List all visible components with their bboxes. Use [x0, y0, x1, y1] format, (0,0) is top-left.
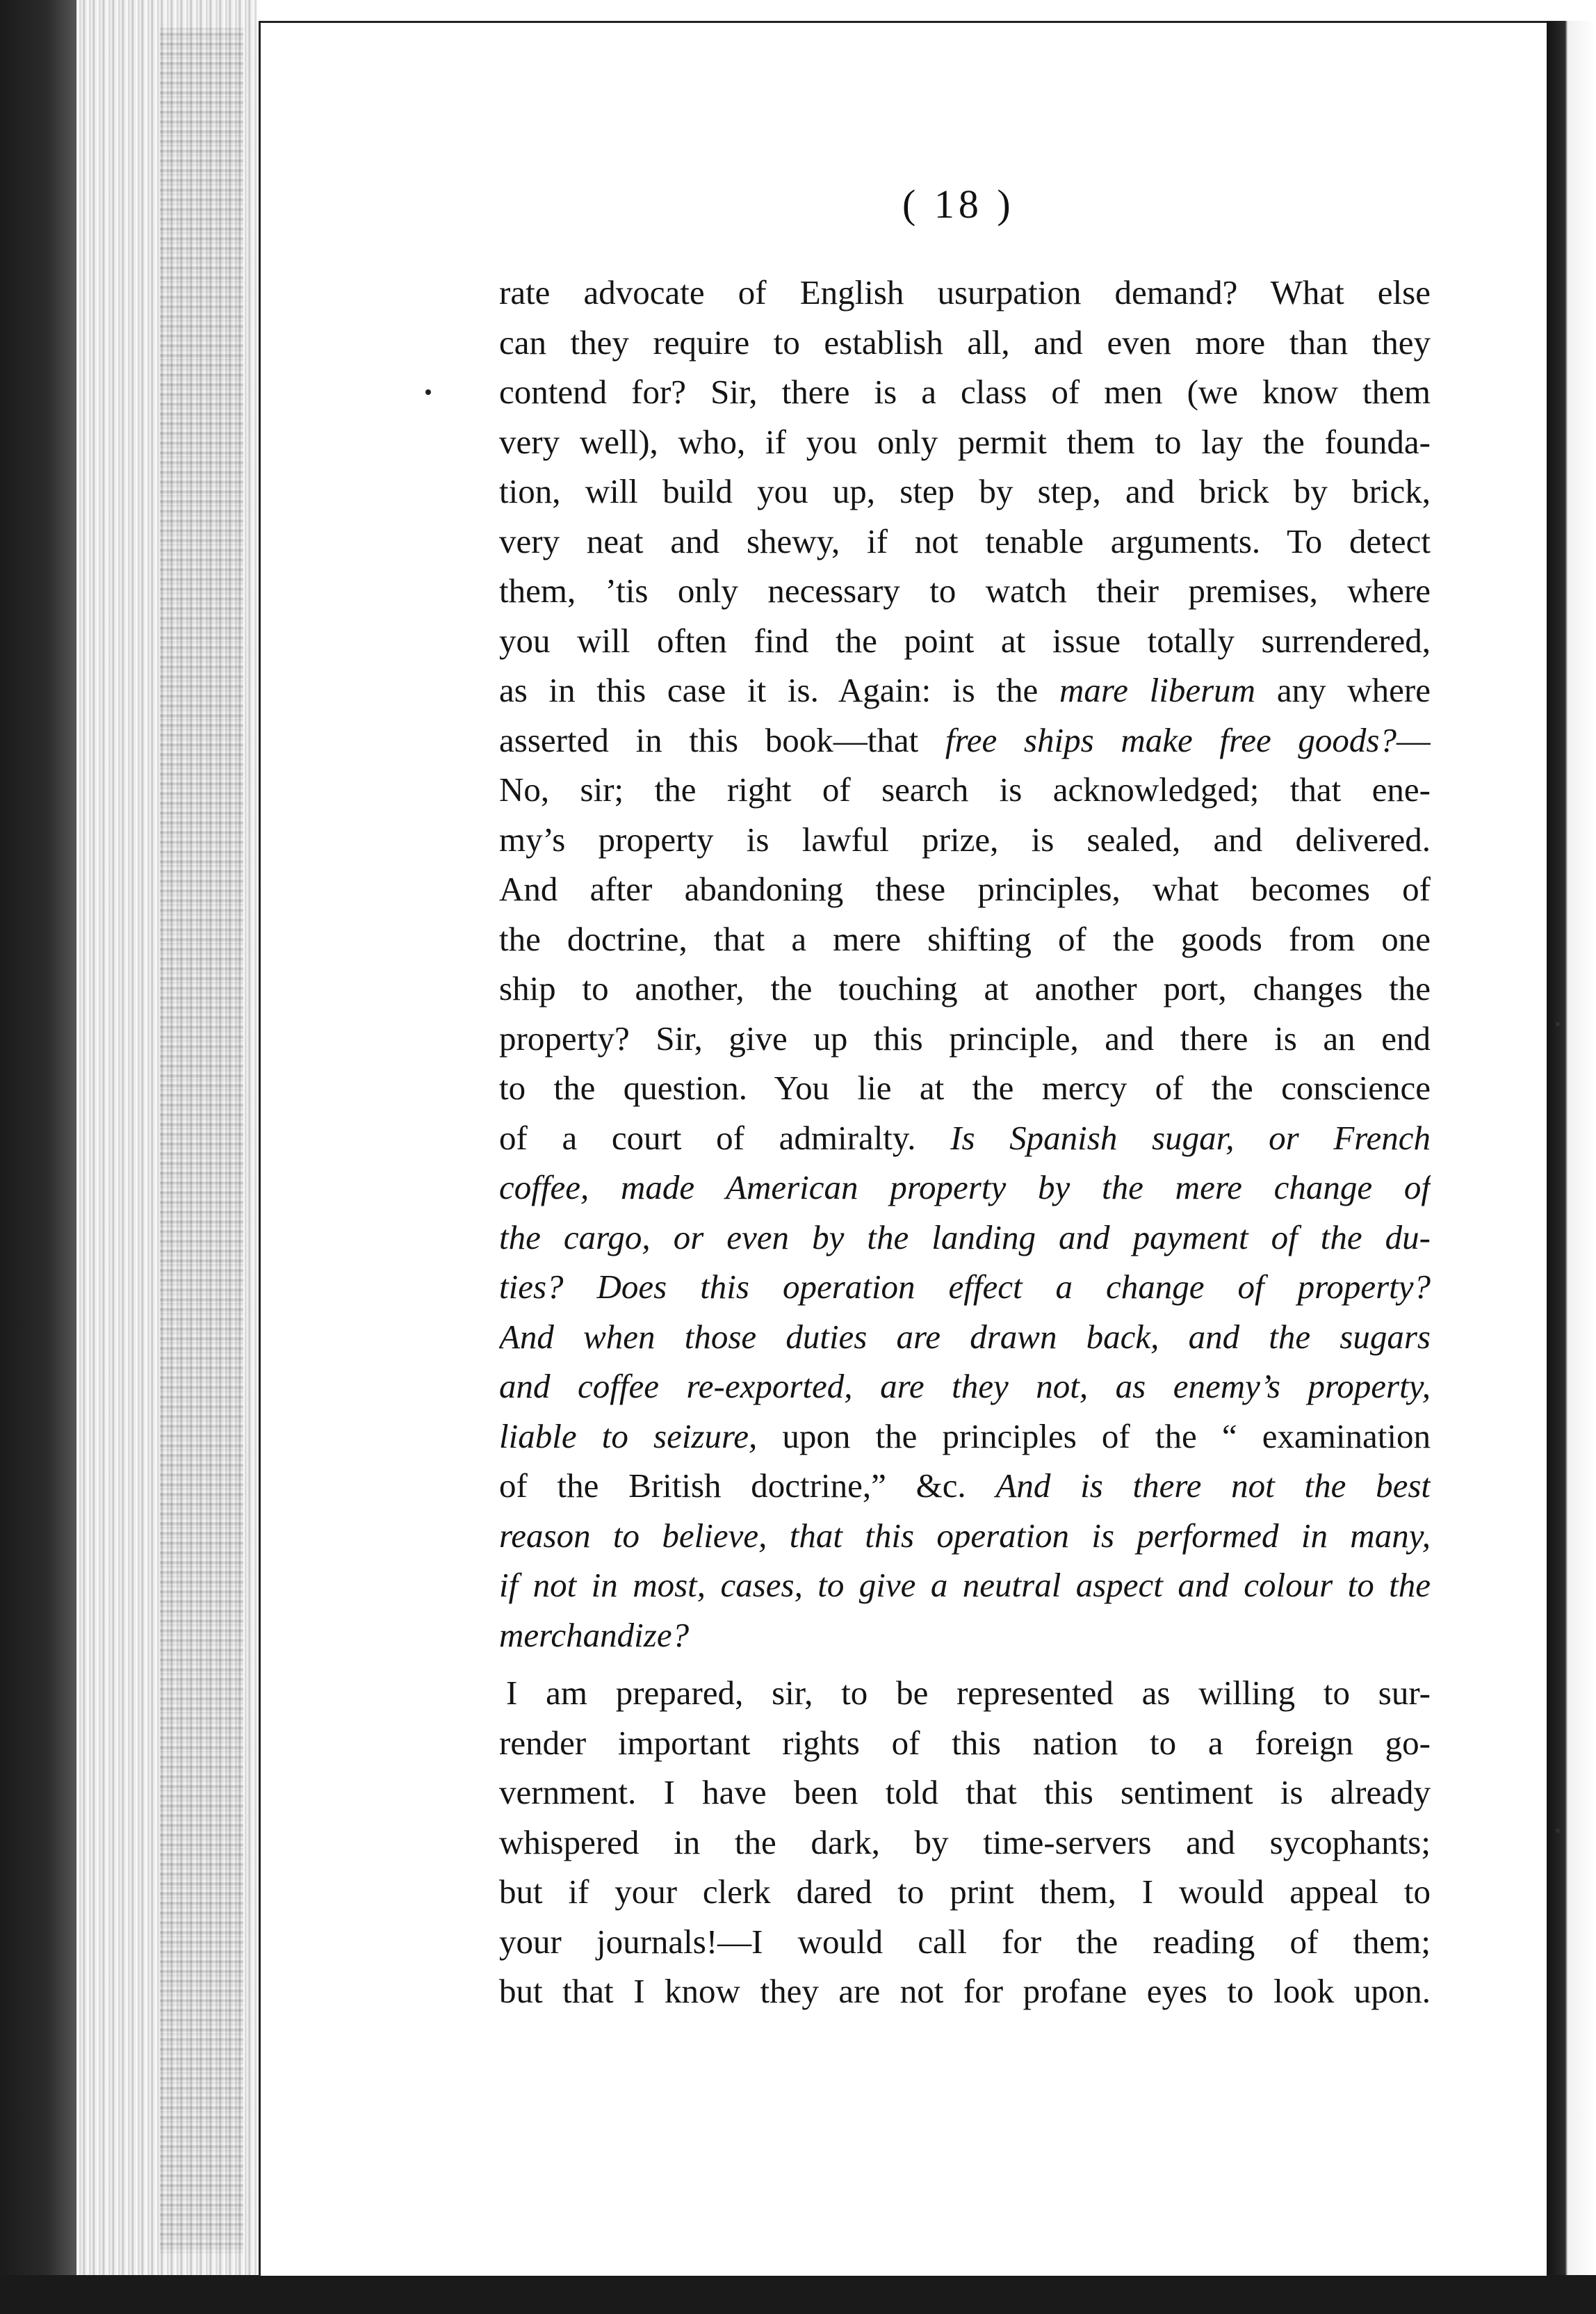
italic-text: coffee, made American property by the mere change of — [499, 1168, 1431, 1206]
text-line — [499, 467, 1431, 517]
text-run: but that I know they are not for profane eyes to look upon. — [499, 1972, 1431, 2010]
book-page-edges-shadow — [160, 28, 243, 2253]
text-line — [499, 815, 1431, 865]
text-line — [499, 1560, 1431, 1610]
ink-speck — [1556, 1022, 1560, 1026]
italic-text: ties? Does this operation effect a change of property? — [499, 1268, 1431, 1306]
text-line — [499, 1213, 1431, 1263]
text-line — [499, 1411, 1431, 1462]
text-line — [499, 1818, 1431, 1868]
text-line — [499, 318, 1431, 368]
text-line — [499, 1867, 1431, 1917]
text-line — [499, 1718, 1431, 1768]
text-run: my’s property is lawful prize, is sealed, and delivered. — [499, 820, 1431, 859]
text-line — [499, 765, 1431, 815]
text-line — [499, 1262, 1431, 1312]
italic-text: the cargo, or even by the landing and payment of the du- — [499, 1217, 1431, 1256]
text-line — [499, 1966, 1431, 2016]
text-line — [499, 715, 1431, 766]
text-run: to the question. You lie at the mercy of the conscience — [499, 1069, 1431, 1107]
text-line — [499, 864, 1431, 914]
italic-text: Is Spanish sugar, or French — [950, 1118, 1431, 1157]
text-run: very neat and shewy, if not tenable arguments. To detect — [499, 521, 1431, 560]
text-run: And after abandoning these principles, what becomes of — [499, 870, 1431, 908]
text-line — [499, 566, 1431, 616]
text-line — [499, 964, 1431, 1014]
text-run: ship to another, the touching at another port, changes the — [499, 969, 1431, 1008]
text-run: render important rights of this nation to a foreign go- — [499, 1723, 1431, 1762]
text-line — [499, 367, 1431, 417]
body-text — [499, 268, 1431, 2016]
text-line — [499, 268, 1431, 318]
text-run: as in this case it is. Again: is the — [499, 671, 1060, 709]
text-line — [499, 616, 1431, 666]
text-run: property? Sir, give up this principle, and there is an end — [499, 1019, 1431, 1058]
text-run: but if your clerk dared to print them, I would appeal to — [499, 1872, 1431, 1911]
text-run: tion, will build you up, step by step, and brick by brick, — [499, 472, 1431, 510]
paragraph-gap — [499, 1660, 1431, 1668]
text-line — [499, 417, 1431, 467]
text-run: them, ’tis only necessary to watch their premises, where — [499, 572, 1431, 610]
text-line — [499, 1312, 1431, 1362]
text-run: — — [1396, 720, 1431, 759]
italic-text: liable to seizure, — [499, 1416, 758, 1455]
text-run: contend for? Sir, there is a class of men (we know them — [499, 373, 1431, 411]
text-line — [499, 914, 1431, 964]
text-run: any where — [1255, 671, 1431, 709]
text-run: the doctrine, that a mere shifting of the goods from one — [499, 919, 1431, 958]
text-line — [499, 1163, 1431, 1213]
text-run: rate advocate of English usurpation demand? What else — [499, 273, 1431, 312]
text-run: vernment. I have been told that this sentiment is already — [499, 1773, 1431, 1811]
text-line — [499, 1063, 1431, 1113]
text-line — [499, 1610, 1431, 1660]
text-run: very well), who, if you only permit them to lay the founda- — [499, 422, 1431, 461]
text-line — [499, 1767, 1431, 1818]
page-number: ( 18 ) — [902, 181, 1015, 227]
italic-text: mare liberum — [1059, 671, 1256, 709]
italic-text: And when those duties are drawn back, and the sugars — [499, 1317, 1431, 1356]
italic-text: merchandize? — [499, 1615, 690, 1654]
scan-left-border — [0, 0, 76, 2314]
italic-text: free ships make free goods? — [945, 720, 1396, 759]
text-line — [499, 1014, 1431, 1064]
ink-speck — [1556, 1829, 1560, 1833]
text-run: whispered in the dark, by time-servers and sycophants; — [499, 1822, 1431, 1861]
text-run: asserted in this book—that — [499, 720, 945, 759]
text-run: of a court of admiralty. — [499, 1118, 951, 1157]
text-line — [499, 1361, 1431, 1411]
text-line — [499, 1668, 1431, 1718]
scan-bottom-border — [0, 2275, 1596, 2314]
text-run: upon the principles of the “ examination — [757, 1416, 1431, 1455]
text-run: I am prepared, sir, to be represented as willing to sur- — [506, 1674, 1431, 1712]
italic-text: if not in most, cases, to give a neutral aspect and colour to the — [499, 1566, 1431, 1604]
text-line — [499, 1917, 1431, 1967]
scan-right-border — [1545, 21, 1596, 2314]
italic-text: And is there not the best — [995, 1466, 1431, 1505]
text-line — [499, 1113, 1431, 1163]
text-run: your journals!—I would call for the reading of them; — [499, 1922, 1431, 1961]
text-run: of the British doctrine,” &c. — [499, 1466, 996, 1505]
text-line — [499, 1511, 1431, 1561]
italic-text: reason to believe, that this operation is performed in many, — [499, 1516, 1431, 1555]
ink-speck — [425, 389, 431, 395]
text-line — [499, 517, 1431, 567]
text-line — [499, 1461, 1431, 1511]
text-run: you will often find the point at issue totally surrendered, — [499, 621, 1431, 660]
text-line — [499, 665, 1431, 715]
italic-text: and coffee re-exported, are they not, as enemy’s property, — [499, 1367, 1431, 1405]
text-run: can they require to establish all, and even more than they — [499, 323, 1431, 362]
text-run: No, sir; the right of search is acknowledged; that ene- — [499, 770, 1431, 809]
